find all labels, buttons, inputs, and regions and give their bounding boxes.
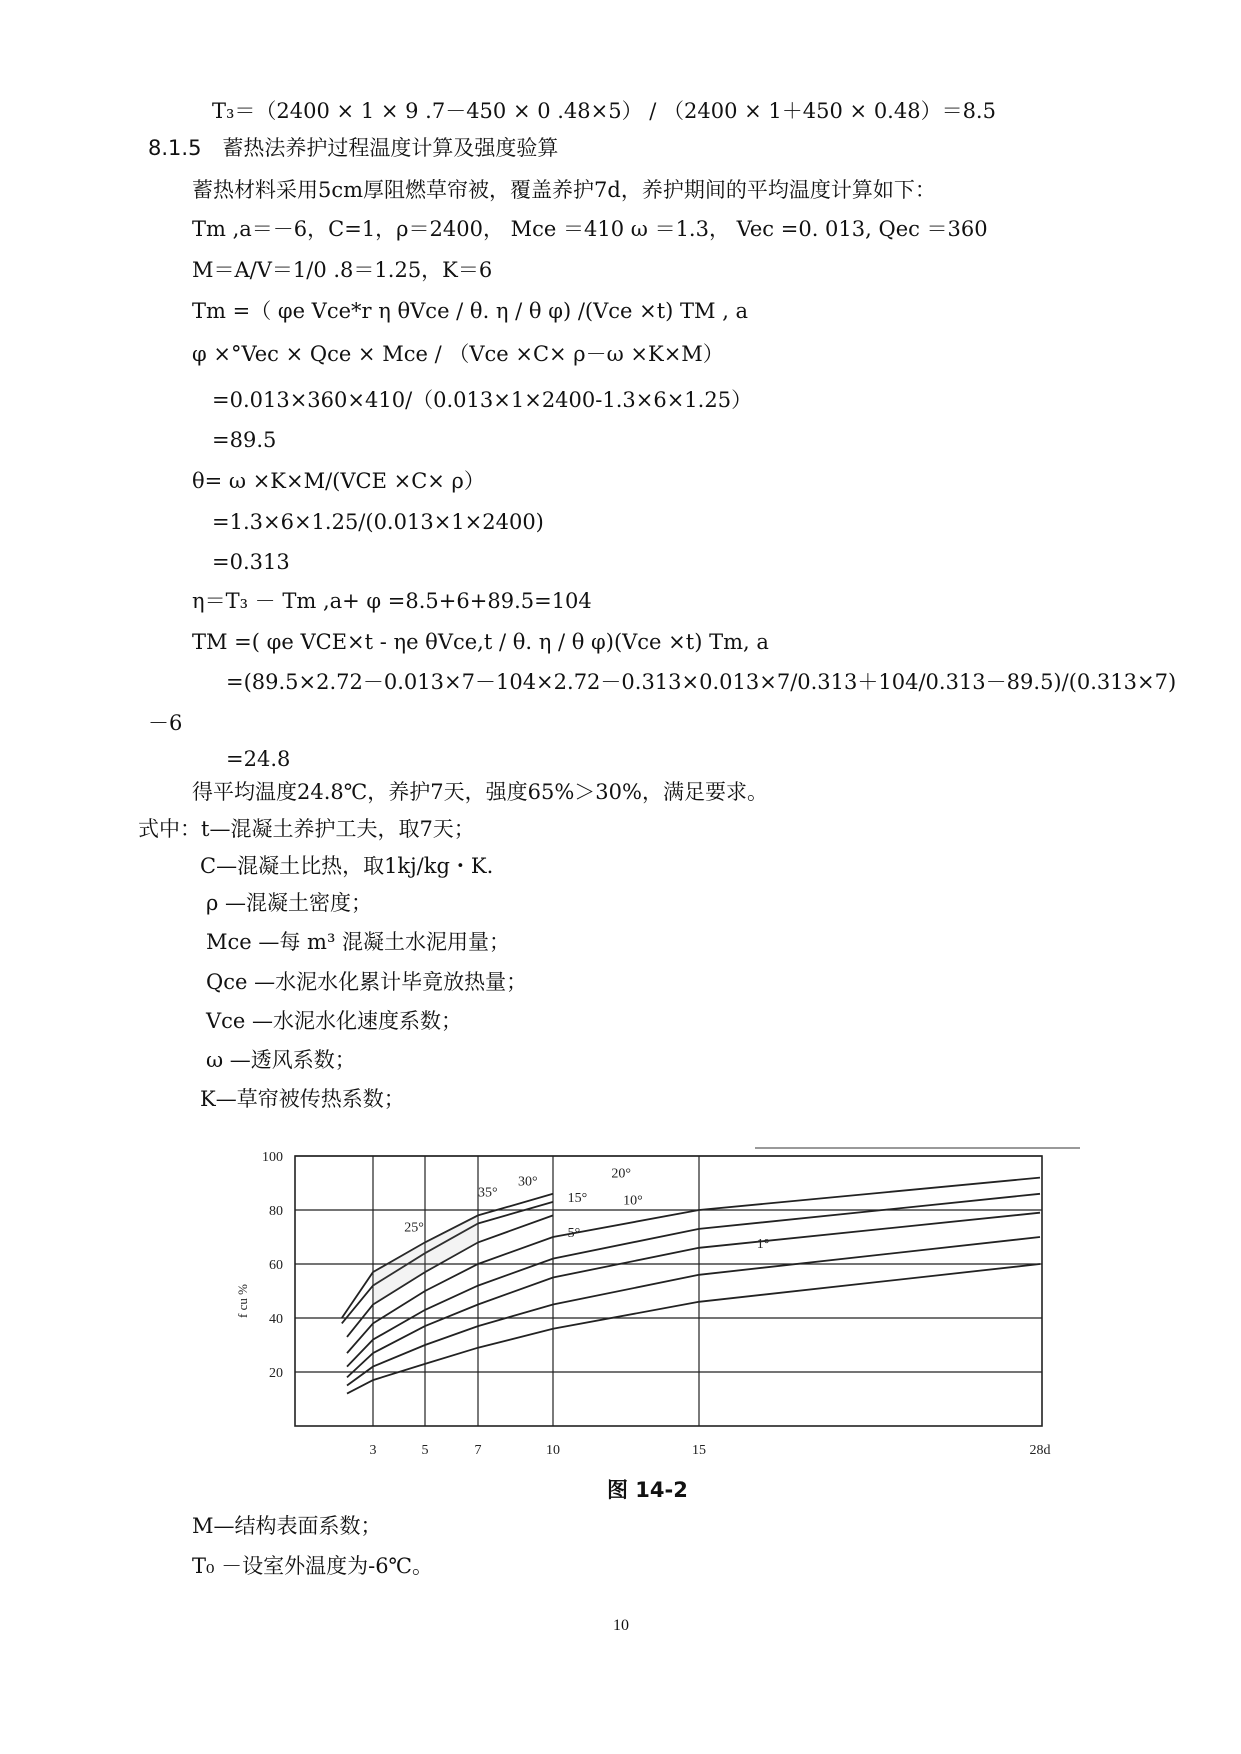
x-tick-label: 15 — [692, 1443, 706, 1456]
text-line: T₃＝（2400 × 1 × 9 .7－450 × 0 .48×5） / （2400 × 1＋450 × 0.48）＝8.5 — [212, 99, 996, 123]
text-line: ρ —混凝土密度； — [206, 891, 373, 915]
series-label: 5° — [567, 1226, 581, 1241]
text-line: 式中：t—混凝土养护工夫，取7天； — [138, 817, 475, 841]
text-line: 得平均温度24.8℃，养护7天，强度65%＞30%，满足要求。 — [192, 780, 768, 804]
y-tick-label: 60 — [269, 1258, 283, 1273]
text-line: Qce —水泥水化累计毕竟放热量； — [206, 970, 528, 994]
x-tick-label: 7 — [474, 1443, 482, 1456]
series-label: 15° — [567, 1190, 588, 1206]
text-line: θ= ω ×K×M/(VCE ×C× ρ） — [192, 469, 485, 493]
text-line: Vce —水泥水化速度系数； — [206, 1009, 463, 1033]
x-tick-label: 10 — [546, 1443, 560, 1456]
series-label: 1° — [756, 1236, 770, 1252]
series-label: 20° — [611, 1166, 632, 1182]
y-tick-label: 40 — [269, 1312, 283, 1327]
page-number: 10 — [613, 1617, 629, 1634]
strength-growth-chart — [220, 1126, 1080, 1456]
x-tick-label: 28d — [1029, 1443, 1051, 1456]
series-line — [347, 1194, 1040, 1367]
y-tick-label: 100 — [262, 1150, 283, 1165]
text-line: φ ×°Vec × Qce × Mce / （Vce ×C× ρ－ω ×K×M） — [192, 342, 724, 366]
text-line: Tm ,a＝－6，C=1，ρ＝2400， Mce ＝410 ω ＝1.3， Vec =0. 013, Qec ＝360 — [192, 217, 988, 241]
figure-caption: 图 14-2 — [607, 1478, 688, 1502]
series-line — [347, 1264, 1040, 1394]
text-line: M—结构表面系数； — [192, 1514, 382, 1538]
series-label: 25° — [404, 1220, 424, 1236]
text-line: －6 — [148, 711, 183, 735]
y-tick-label: 20 — [269, 1366, 283, 1381]
text-line: 8.1.5 蓄热法养护过程温度计算及强度验算 — [148, 136, 559, 160]
text-line: =(89.5×2.72－0.013×7－104×2.72－0.313×0.013×7/0.313＋104/0.313－89.5)/(0.313×7) — [226, 670, 1177, 694]
text-line: Tm =（ φe Vce*r η θVce / θ. η / θ φ) /(Vce ×t) TM , a — [192, 299, 749, 323]
series-label: 35° — [478, 1185, 498, 1201]
text-line: =0.313 — [212, 550, 290, 574]
text-line: T₀ －设室外温度为-6℃。 — [192, 1554, 434, 1578]
text-line: =24.8 — [226, 747, 291, 771]
text-line: TM =( φe VCE×t - ηe θVce,t / θ. η / θ φ)(Vce ×t) Tm, a — [192, 630, 769, 654]
chart-frame — [295, 1156, 1042, 1426]
y-tick-label: 80 — [269, 1204, 283, 1219]
x-tick-label: 5 — [421, 1443, 429, 1456]
text-line: K—草帘被传热系数； — [200, 1087, 405, 1111]
text-line: =1.3×6×1.25/(0.013×1×2400) — [212, 510, 544, 534]
text-line: =89.5 — [212, 428, 277, 452]
x-tick-label: 3 — [369, 1443, 377, 1456]
text-line: η＝T₃ － Tm ,a+ φ =8.5+6+89.5=104 — [192, 589, 592, 613]
text-line: ω —透风系数； — [206, 1048, 356, 1072]
series-label: 30° — [518, 1174, 538, 1190]
y-axis-label: f cu % — [235, 1284, 250, 1318]
series-line — [347, 1237, 1040, 1386]
series-label: 10° — [623, 1193, 643, 1209]
text-line: C—混凝土比热，取1kj/kg・K. — [200, 854, 494, 878]
text-line: 蓄热材料采用5cm厚阻燃草帘被，覆盖养护7d，养护期间的平均温度计算如下： — [192, 178, 936, 202]
text-line: M＝A/V＝1/0 .8＝1.25，K＝6 — [192, 258, 493, 282]
text-line: =0.013×360×410/（0.013×1×2400-1.3×6×1.25） — [212, 388, 753, 412]
text-line: Mce —每 m³ 混凝土水泥用量； — [206, 930, 511, 954]
